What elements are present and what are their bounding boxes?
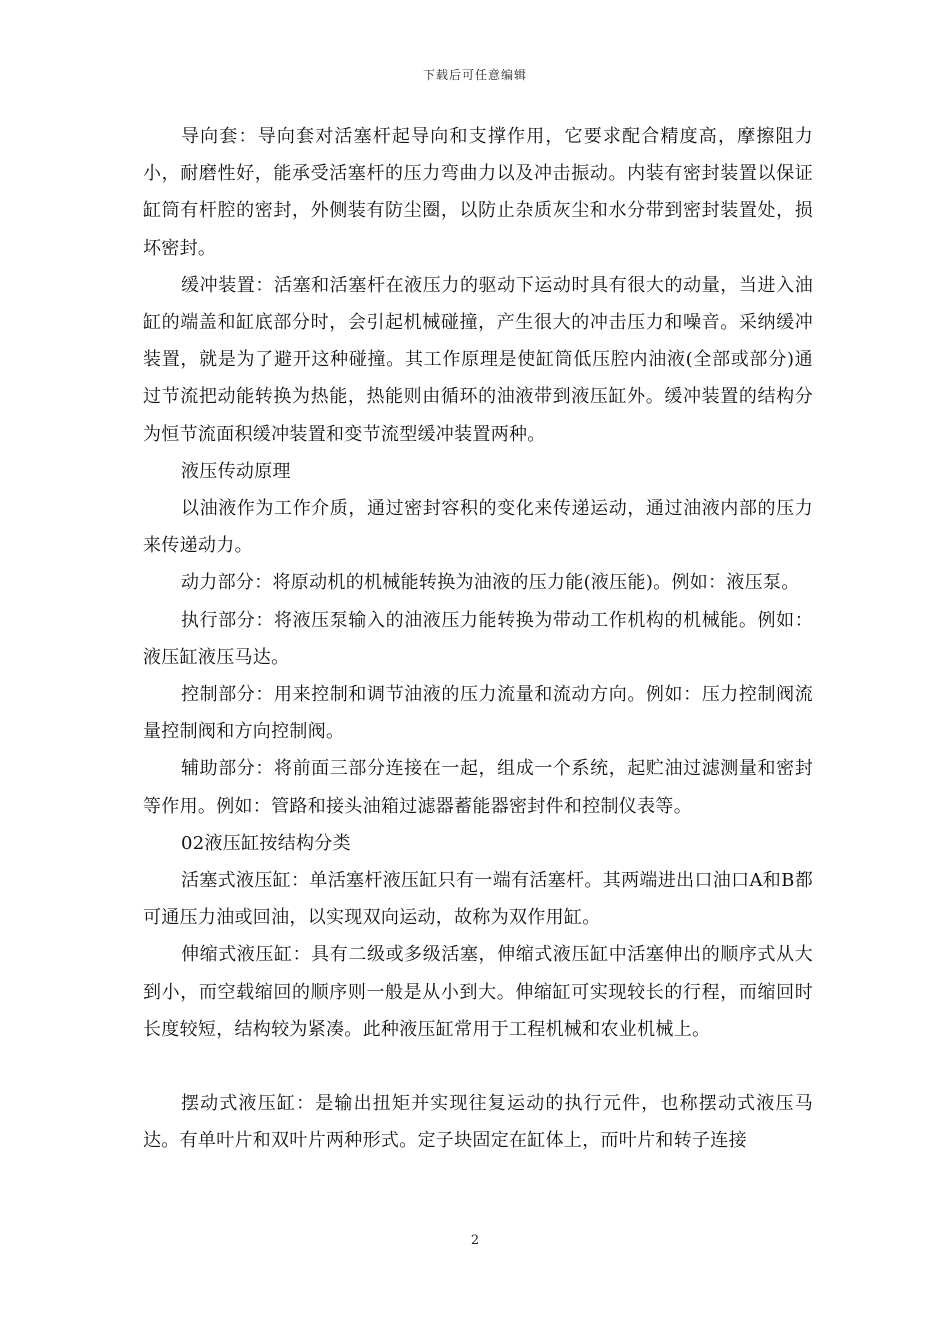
page-header: 下载后可任意编辑 — [422, 68, 527, 82]
section-heading-hydraulic-principle: 液压传动原理 — [181, 460, 291, 482]
paragraph-piston-cylinder: 活塞式液压缸：单活塞杆液压缸只有一端有活塞杆。其两端进出口油口A和B都可通压力油或回油，以实现双向运动，故称为双作用缸。 — [143, 870, 813, 929]
section-heading-structure-classification: 02液压缸按结构分类 — [181, 832, 351, 854]
paragraph-execution-part: 执行部分：将液压泵输入的油液压力能转换为带动工作机构的机械能。例如：液压缸液压马达。 — [143, 609, 813, 668]
paragraph-swing-cylinder: 摆动式液压缸：是输出扭矩并实现往复运动的执行元件，也称摆动式液压马达。有单叶片和双叶片两种形式。定子块固定在缸体上，而叶片和转子连接 — [143, 1093, 813, 1152]
paragraph-principle: 以油液作为工作介质，通过密封容积的变化来传递运动，通过油液内部的压力来传递动力。 — [143, 498, 813, 557]
paragraph-auxiliary-part: 辅助部分：将前面三部分连接在一起，组成一个系统，起贮油过滤测量和密封等作用。例如：管路和接头油箱过滤器蓄能器密封件和控制仪表等。 — [143, 758, 813, 817]
paragraph-guide-sleeve: 导向套：导向套对活塞杆起导向和支撑作用，它要求配合精度高，摩擦阻力小，耐磨性好，能承受活塞杆的压力弯曲力以及冲击振动。内装有密封装置以保证缸筒有杆腔的密封，外侧装有防尘圈，以防止杂质灰尘和水分带到密封装置处，损坏密封。 — [143, 126, 813, 259]
paragraph-telescopic-cylinder: 伸缩式液压缸：具有二级或多级活塞，伸缩式液压缸中活塞伸出的顺序式从大到小，而空载缩回的顺序则一般是从小到大。伸缩缸可实现较长的行程，而缩回时长度较短，结构较为紧凑。此种液压缸常用于工程机械和农业机械上。 — [143, 944, 813, 1040]
paragraph-control-part: 控制部分：用来控制和调节油液的压力流量和流动方向。例如：压力控制阀流量控制阀和方向控制阀。 — [143, 684, 813, 743]
paragraph-buffer-device: 缓冲装置：活塞和活塞杆在液压力的驱动下运动时具有很大的动量，当进入油缸的端盖和缸底部分时，会引起机械碰撞，产生很大的冲击压力和噪音。采纳缓冲装置，就是为了避开这种碰撞。其工作原理是使缸筒低压腔内油液(全部或部分)通过节流把动能转换为热能，热能则由循环的油液带到液压缸外。缓冲装置的结构分为恒节流面积缓冲装置和变节流型缓冲装置两种。 — [143, 274, 813, 445]
paragraph-power-part: 动力部分：将原动机的机械能转换为油液的压力能(液压能)。例如：液压泵。 — [181, 572, 800, 594]
page-number: 2 — [470, 1233, 480, 1248]
document-body — [143, 118, 813, 1159]
